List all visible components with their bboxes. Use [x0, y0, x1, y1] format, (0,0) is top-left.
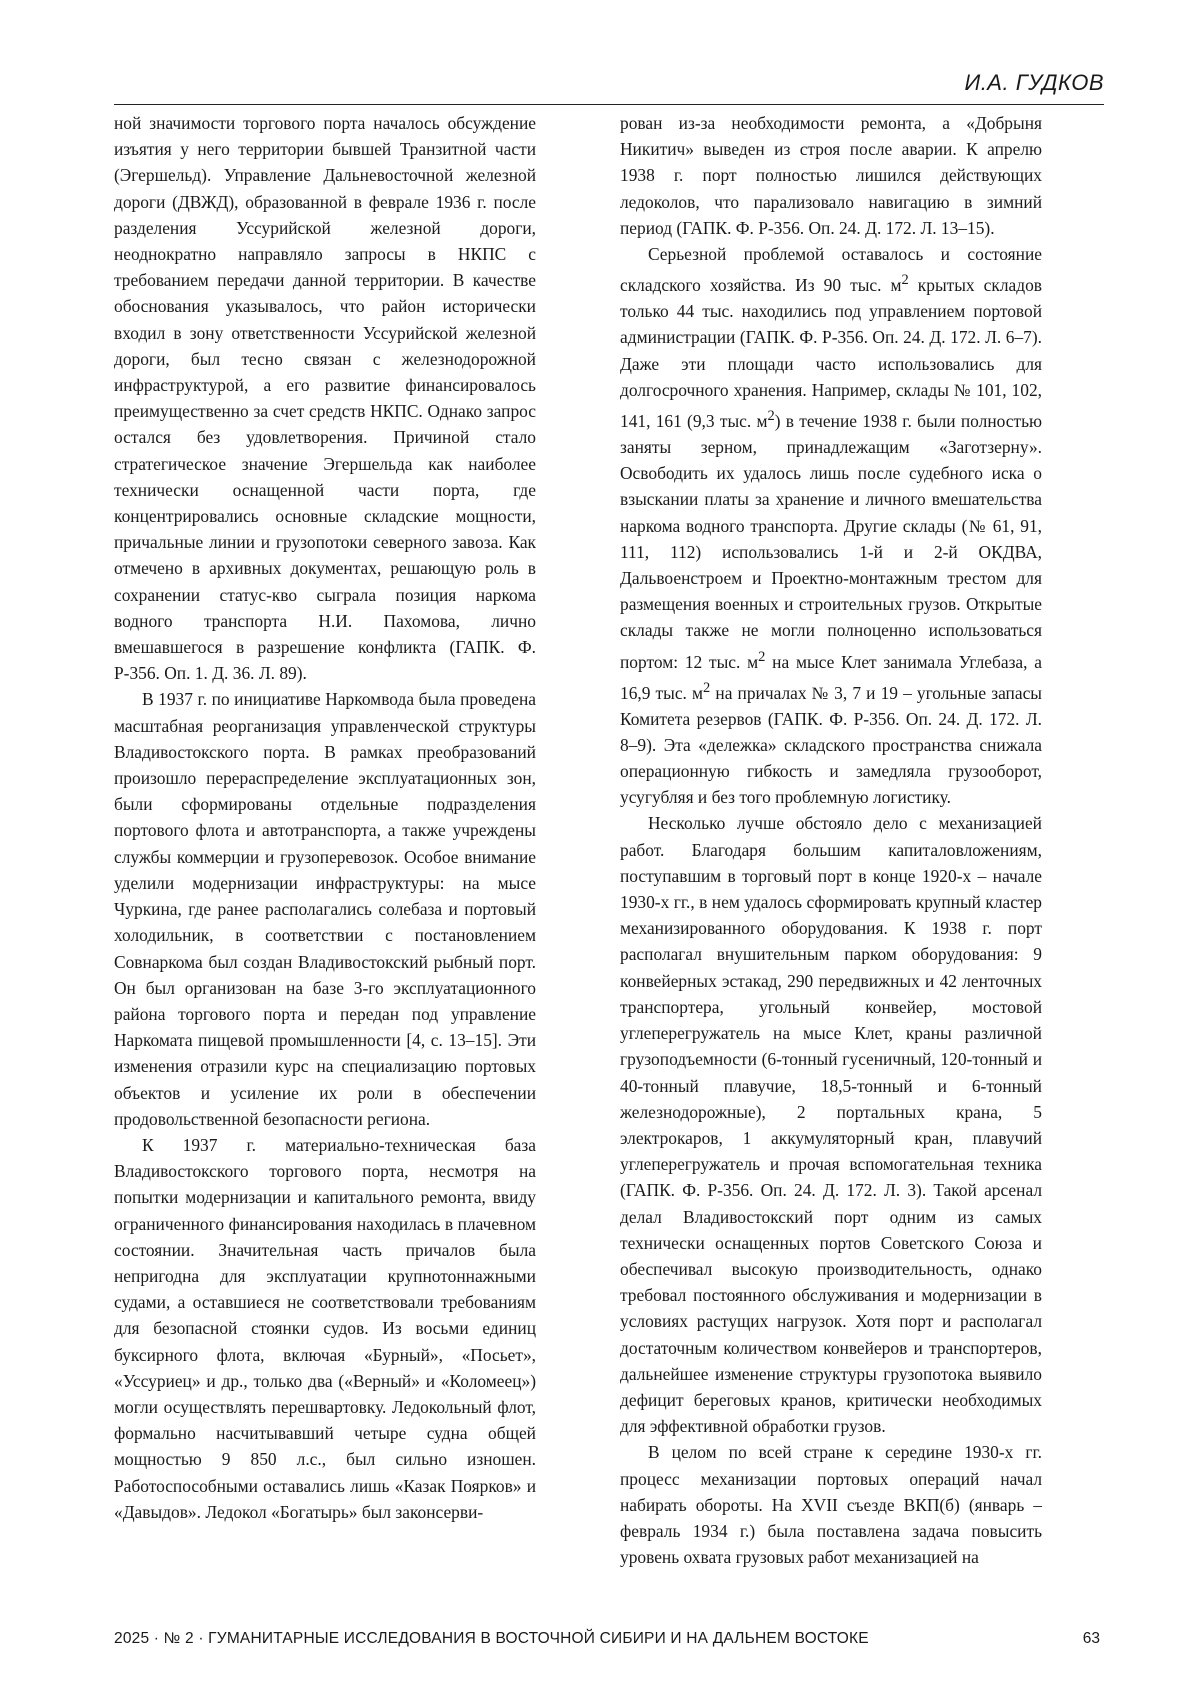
header-divider	[114, 104, 1104, 105]
paragraph: К 1937 г. материально-техническая база Владивостокского торгового порта, несмотря на попытки модернизации и капитального ремонта, ввиду ограниченного финансирования находилась в плачевном состоянии. Значительная часть причалов была непригодна для эксплуатации крупнотоннажными судами, а оставшиеся не соответствовали требованиям для безопасной стоянки судов. Из восьми единиц буксирного флота, включая «Бурный», «Посьет», «Уссуриец» и др., только два («Верный» и «Коломеец») могли осуществлять перешвартовку. Ледокольный флот, формально насчитывавший четыре судна общей мощностью 9 850 л.с., был сильно изношен. Работоспособными оставались лишь «Казак Поярков» и «Давыдов». Ледокол «Богатырь» был законсерви-	[114, 1134, 536, 1522]
text-run: крытых складов только 44 тыс. находились под управлением портовой администрации (ГАПК. Ф. Р-356. Оп. 24. Д. 172. Л. 6–7). Даже эти площади часто использовались для долгосрочного хранения. Например, склады № 101, 102, 141, 161 (9,3 тыс. м	[620, 275, 1042, 431]
paragraph: ной значимости торгового порта началось обсуждение изъятия у него территории бывшей Транзитной части (Эгершельд). Управление Дальневосточной железной дороги (ДВЖД), образованной в феврале 1936 г. после разделения Уссурийской железной дороги, неоднократно направляло запросы в НКПС с требованием передачи данной территории. В качестве обоснования указывалось, что район исторически входил в зону ответственности Уссурийской железной дороги, был тесно связан с железнодорожной инфраструктурой, а его развитие финансировалось преимущественно за счет средств НКПС. Однако запрос остался без удовлетворения. Причиной стало стратегическое значение Эгершельда как наиболее технически оснащенной части порта, где концентрировались основные складские мощности, причальные линии и грузопотоки северного завоза. Как отмечено в архивных документах, решающую роль в сохранении статус-кво сыграла позиция наркома водного транспорта Н.И. Пахомова, лично вмешавшегося в разрешение конфликта (ГАПК. Ф. Р-356. Оп. 1. Д. 36. Л. 89).	[114, 113, 536, 684]
paragraph: В 1937 г. по инициативе Наркомвода была проведена масштабная реорганизация управленческой структуры Владивостокского порта. В рамках преобразований произошло перераспределение эксплуатационных зон, были сформированы отдельные подразделения портового флота и автотранспорта, а также учреждены службы коммерции и грузоперевозок. Особое внимание уделили модернизации инфраструктуры: на мысе Чуркина, где ранее располагались солебаза и портовый холодильник, в соответствии с постановлением Совнаркома был создан Владивостокский рыбный порт. Он был организован на базе 3-го эксплуатационного района торгового порта и передан под управление Наркомата пищевой промышленности [4, с. 13–15]. Эти изменения отразили курс на специализацию портовых объектов и усиление их роли в обеспечении продовольственной безопасности региона.	[114, 689, 536, 1129]
paragraph: рован из-за необходимости ремонта, а «Добрыня Никитич» выведен из строя после аварии. К апрелю 1938 г. порт полностью лишился действующих ледоколов, что парализовало навигацию в зимний период (ГАПК. Ф. Р-356. Оп. 24. Д. 172. Л. 13–15).	[620, 113, 1042, 238]
text-run: на причалах № 3, 7 и 19 – угольные запасы Комитета резервов (ГАПК. Ф. Р-356. Оп. 24. Д. 172. Л. 8–9). Эта «дележка» складского пространства снижала операционную гибкость и замедляла грузооборот, усугубляя и без того проблемную логистику.	[620, 682, 1042, 808]
footer-journal-title: 2025 · № 2 · ГУМАНИТАРНЫЕ ИССЛЕДОВАНИЯ В ВОСТОЧНОЙ СИБИРИ И НА ДАЛЬНЕМ ВОСТОКЕ	[114, 1630, 869, 1647]
superscript: 2	[901, 272, 909, 289]
superscript: 2	[703, 679, 711, 696]
page-number: 63	[1082, 1630, 1100, 1647]
superscript: 2	[758, 648, 766, 665]
text-run: Серьезной проблемой оставалось и состояние складского хозяйства. Из 90 тыс. м	[620, 244, 1042, 296]
paragraph: В целом по всей стране к середине 1930-х гг. процесс механизации портовых операций начал набирать обороты. На XVII съезде ВКП(б) (январь – февраль 1934 г.) была поставлена задача повысить уровень охвата грузовых работ механизацией на	[620, 1442, 1042, 1568]
paragraph-warehouses	[620, 241, 1042, 810]
text-run: на мысе Клет занимала Углебаза, а 16,9 тыс. м	[620, 651, 1042, 703]
paragraph: Несколько лучше обстояло дело с механизацией работ. Благодаря большим капиталовложениям, поступавшим в торговый порт в конце 1920-х – начале 1930-х гг., в нем удалось сформировать крупный кластер механизированного оборудования. К 1938 г. порт располагал внушительным парком оборудования: 9 конвейерных эстакад, 290 передвижных и 42 ленточных транспортера, угольный конвейер, мостовой углеперегружатель на мысе Клет, краны различной грузоподъемности (6-тонный гусеничный, 120-тонный и 40-тонный плавучие, 18,5-тонный и 6-тонный железнодорожные), 2 портальных крана, 5 электрокаров, 1 аккумуляторный кран, плавучий углеперегружатель и прочая вспомогательная техника (ГАПК. Ф. Р-356. Оп. 24. Д. 172. Л. 3). Такой арсенал делал Владивостокский порт одним из самых технически оснащенных портов Советского Союза и обеспечивал высокую производительность, однако требовал постоянного обслуживания и модернизации в условиях растущих нагрузок. Хотя порт и располагал достаточным количеством конвейеров и транспортеров, дальнейшее изменение структуры грузопотока выявило дефицит береговых кранов, критически необходимых для эффективной обработки грузов.	[620, 813, 1042, 1437]
left-column	[114, 110, 536, 1525]
running-header-author: И.А. ГУДКОВ	[964, 70, 1104, 95]
right-column	[620, 110, 1042, 1570]
superscript: 2	[767, 408, 775, 425]
text-run: ) в течение 1938 г. были полностью заняты зерном, принадлежащим «Заготзерну». Освободить их удалось лишь после судебного иска о взыскании платы за хранение и личного вмешательства наркома водного транспорта. Другие склады (№ 61, 91, 111, 112) использовались 1-й и 2-й ОКДВА, Дальвоенстроем и Проектно-монтажным трестом для размещения военных и строительных грузов. Открытые склады также не могли полноценно использоваться портом: 12 тыс. м	[620, 410, 1043, 672]
